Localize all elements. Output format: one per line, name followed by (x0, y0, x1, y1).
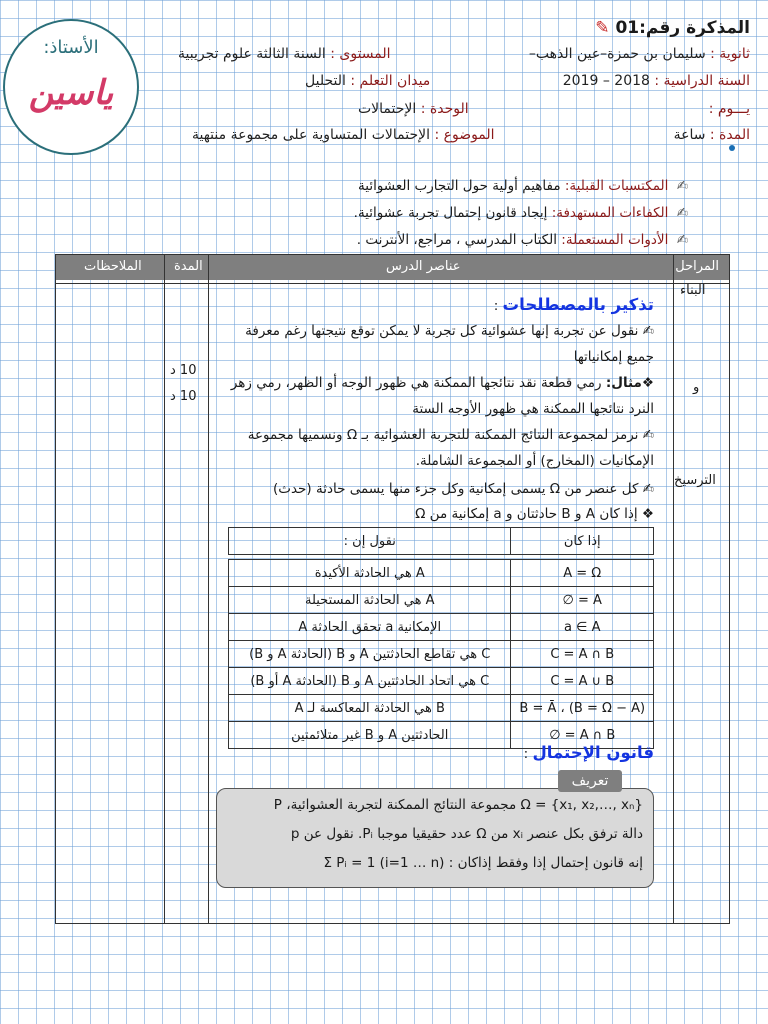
memo-title-text: المذكرة رقم:01 (615, 18, 750, 38)
condition-cell: B = Ā ، (B = Ω − A) (511, 695, 654, 722)
events-intro-paragraph: ❖ إذا كان A و B حادثتان و a إمكانية من Ω (415, 506, 654, 522)
meaning-cell: الحادثتين A و B غير متلائمتين (229, 722, 511, 749)
tools-value: الكتاب المدرسي ، مراجع، الأنترنت . (356, 232, 557, 248)
table-row (229, 560, 654, 587)
level-value: السنة الثالثة علوم تجريبية (178, 46, 326, 62)
row-divider (56, 283, 729, 284)
year-line (563, 73, 750, 89)
time-2: 10 د (170, 389, 197, 404)
unit-label: الوحدة : (420, 101, 469, 117)
condition-cell: A ∩ B = ∅ (511, 722, 654, 749)
prerequisites-label: المكتسبات القبلية: (564, 178, 669, 194)
day-label: يـــوم : (708, 101, 750, 117)
column-divider (673, 255, 674, 923)
school-value: سليمان بن حمزة–عين الذهب– (528, 46, 706, 62)
header-stages: المراحل (675, 259, 719, 274)
day-line (709, 101, 750, 117)
teacher-stamp (3, 19, 139, 155)
competencies-line (354, 205, 688, 221)
outcome-event-paragraph: ✍ كل عنصر من Ω يسمى إمكانية وكل جزء منها يسمى حادثة (حدث) (272, 481, 654, 497)
terms-colon: : (493, 298, 499, 314)
header-notes: الملاحظات (84, 259, 142, 274)
meaning-cell: A هي الحادثة الأكيدة (229, 560, 511, 587)
tools-label: الأدوات المستعملة: (561, 232, 669, 248)
table-row (229, 587, 654, 614)
stage-build: البناء (680, 283, 706, 298)
field-label: ميدان التعلم : (350, 73, 431, 89)
memo-title (591, 18, 750, 38)
table-header (56, 255, 729, 280)
meaning-cell: B هي الحادثة المعاكسة لـ A (229, 695, 511, 722)
header-elements: عناصر الدرس (386, 259, 461, 274)
time-1: 10 د (170, 363, 197, 378)
table-row (229, 695, 654, 722)
stamp-name: ياسين (28, 73, 114, 113)
pencil-icon: ✍ (676, 232, 688, 248)
duration-value: ساعة (673, 127, 706, 143)
condition-cell: C = A ∪ B (511, 668, 654, 695)
field-value: التحليل (305, 73, 346, 89)
condition-cell: A = ∅ (511, 587, 654, 614)
level-label: المستوى : (330, 46, 391, 62)
level-line (178, 46, 391, 62)
definition-line-3: إنه قانون إحتمال إذا وفقط إذاكان : Σ Pᵢ = 1 (i=1 … n) (323, 855, 643, 871)
terms-heading (214, 292, 654, 319)
unit-line (358, 101, 469, 117)
condition-cell: a ∈ A (511, 614, 654, 641)
pencil-icon: ✍ (676, 205, 688, 221)
competencies-label: الكفاءات المستهدفة: (551, 205, 669, 221)
stage-and: و (693, 380, 700, 395)
events-table-header (229, 528, 654, 555)
condition-cell: A = Ω (511, 560, 654, 587)
school-label: ثانوية : (710, 46, 750, 62)
table-row (229, 641, 654, 668)
header-time: المدة (174, 259, 203, 274)
prerequisites-line (358, 178, 688, 194)
meaning-cell: C هي اتحاد الحادثتين A و B (الحادثة A أو B) (229, 668, 511, 695)
topic-line (192, 127, 495, 143)
topic-value: الإحتمالات المتساوية على مجموعة منتهية (192, 127, 430, 143)
duration-line (674, 127, 750, 143)
events-table (228, 527, 654, 749)
example-text: رمي قطعة نقد نتائجها الممكنة هي ظهور الوجه أو الظهر، رمي زهر النرد نتائجها الممكنة هي ظهور الأوجه الستة (230, 375, 654, 417)
duration-label: المدة : (709, 127, 750, 143)
example-label: ❖مثال: (605, 375, 654, 391)
competencies-value: إيجاد قانون إحتمال تجربة عشوائية. (353, 205, 548, 221)
table-row (229, 614, 654, 641)
sample-space-paragraph: ✍ نرمز لمجموعة النتائج الممكنة للتجربة العشوائية بـ Ω ونسميها مجموعة الإمكانيات (المخارج) أو المجموعة الشاملة. (247, 427, 654, 469)
meaning-cell: A هي الحادثة المستحيلة (229, 587, 511, 614)
pencil-icon: ✍ (676, 178, 688, 194)
bullet-dot (729, 145, 735, 151)
year-value: 2018 – 2019 (562, 73, 650, 89)
head-say: نقول إن : (229, 528, 511, 555)
condition-cell: C = A ∩ B (511, 641, 654, 668)
school-line (529, 46, 750, 62)
example-paragraph (214, 370, 654, 422)
definition-line-2: دالة ترفق بكل عنصر xᵢ من Ω عدد حقيقيا موجبا Pᵢ. نقول عن p (290, 826, 643, 842)
year-label: السنة الدراسية : (654, 73, 750, 89)
field-line (305, 73, 430, 89)
prerequisites-value: مفاهيم أولية حول التجارب العشوائية (358, 178, 561, 194)
unit-value: الإحتمالات (358, 101, 417, 117)
pencil-icon: ✎ (595, 18, 610, 38)
column-divider (208, 255, 209, 923)
law-colon: : (523, 746, 529, 762)
stage-consolidation: الترسيخ (674, 473, 716, 488)
definition-box (216, 788, 654, 888)
head-if: إذا كان (511, 528, 654, 555)
column-divider (164, 255, 165, 923)
law-heading (214, 740, 654, 767)
topic-label: الموضوع : (434, 127, 495, 143)
definition-line-1: Ω = {x₁, x₂,…, xₙ} مجموعة النتائج الممكنة لتجربة العشوائية، P (273, 797, 643, 813)
stamp-title: الأستاذ: (43, 37, 99, 58)
definition-random-experiment: ✍ نقول عن تجربة إنها عشوائية كل تجربة لا يمكن توقع نتيجتها رغم معرفة جميع إمكانياتها (245, 323, 654, 365)
law-title: قانون الإحتمال (532, 743, 654, 762)
definition-label: تعريف (558, 770, 622, 792)
meaning-cell: الإمكانية a تحقق الحادثة A (229, 614, 511, 641)
table-row (229, 668, 654, 695)
meaning-cell: C هي تقاطع الحادثتين A و B (الحادثة A و B) (229, 641, 511, 668)
tools-line (357, 232, 688, 248)
terms-title: تذكير بالمصطلحات (502, 295, 654, 314)
